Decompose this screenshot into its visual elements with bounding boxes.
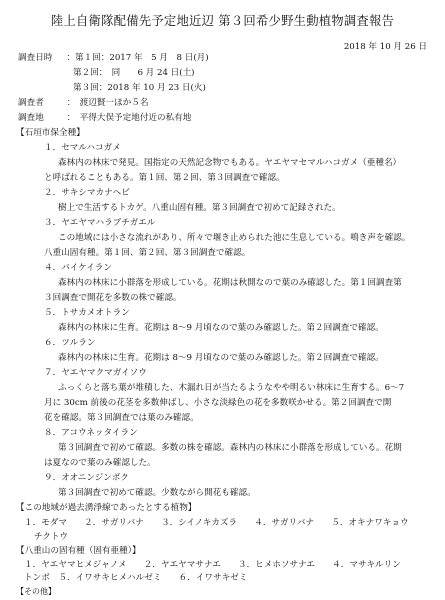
past-heading: 【この地域が過去湧淨線であったとする植物】 bbox=[16, 503, 197, 513]
endemic-heading: 【八重山の固有種（固有亜種）】 bbox=[16, 546, 141, 556]
endemic-list-line-1: １．ヤエヤマヒメジャノメ ２．ヤエヤマサナエ ３．ヒメホソサナエ ４．マサキルリン bbox=[24, 560, 401, 570]
endemic-list-line-2: トンボ ５．イワサキヒメハルゼミ ６．イワサキゼミ bbox=[24, 573, 248, 583]
species-title-1: １．セマルハコガメ bbox=[44, 143, 121, 153]
species-title-9: ９．オオニンジンボク bbox=[44, 473, 129, 483]
species-title-6: ６．ツルラン bbox=[44, 338, 96, 348]
other-heading: 【その他】 bbox=[16, 587, 56, 596]
species-desc-8-line-1: 第３回調査で初めて確認。多数の株を確認。森林内の林床に小群落を形成している。花期 bbox=[58, 443, 402, 453]
species-desc-9-line-1: 第３回調査で初めて確認。少数ながら開花も確認。 bbox=[58, 488, 256, 498]
past-list-line-2: チクトウ bbox=[34, 532, 69, 542]
species-title-8: ８．アコウネッタイラン bbox=[44, 428, 138, 438]
species-desc-4-line-1: 森林内の林床に小群落を形成している。花期は秋開なので葉のみ確認した。第１回調査第 bbox=[58, 278, 402, 288]
species-desc-1-line-1: 森林内の林床で発見。国指定の天然記念物でもある。ヤエヤマセマルハコガメ（亜種名） bbox=[58, 158, 402, 168]
species-desc-3-line-1: この地域には小さな流れがあり、所々で堰き止められた池に生息している。鳴き声を確認。 bbox=[58, 233, 411, 243]
survey-date-1: ：第１回：2017 年 5 月 8 日(月) bbox=[66, 53, 209, 63]
species-desc-7-line-2: 月に 30cm 前後の花茎を多数伸ばし、小さな淡緑色の花を多数咲かせる。第２回調査で開 bbox=[44, 398, 392, 408]
surveyor-row bbox=[18, 98, 148, 109]
survey-dates-label: 調査日時 bbox=[18, 53, 53, 63]
species-title-5: ５．トサカメオトラン bbox=[44, 308, 130, 318]
species-desc-8-line-2: は夏なので葉のみ確認した。 bbox=[44, 458, 156, 468]
report-title: 陸上自衛隊配備先予定地近辺 第３回希少野生動植物調査報告 bbox=[50, 14, 395, 28]
species-title-2: ２．サキシマカナヘビ bbox=[44, 188, 130, 198]
survey-date-2: 第２回： 同 6 月 24 日(土) bbox=[73, 68, 195, 78]
species-title-7: ７．ヤエヤマクマガイソウ bbox=[44, 368, 147, 378]
survey-date-3: 第３回：2018 年 10 月 23 日(火) bbox=[73, 83, 206, 93]
species-desc-1-line-2: と呼ばれることもある。第１回、第２回、第３回調査で確認。 bbox=[44, 173, 285, 183]
species-desc-6-line-1: 森林内の林床に生育。花期は 8～9 月頃なので葉のみ確認した。第２回調査で確認。 bbox=[58, 353, 384, 363]
location-row bbox=[18, 113, 191, 124]
species-desc-7-line-3: 花を確認。第３回調査では葉のみ確認。 bbox=[44, 413, 199, 423]
survey-dates-row-1 bbox=[18, 53, 209, 64]
species-desc-3-line-2: 八重山固有種。第１回、第２回、第３回調査で確認。 bbox=[44, 248, 251, 258]
species-title-4: ４．バイケイラン bbox=[44, 263, 112, 273]
location-label: 調査地 bbox=[18, 113, 44, 123]
species-title-3: ３．ヤエヤマハラブチガエル bbox=[44, 218, 156, 228]
protected-heading: 【石垣市保全種】 bbox=[16, 128, 85, 138]
location-value: ： 平得大俣予定地付近の私有地 bbox=[66, 113, 192, 123]
surveyor-value: ： 渡辺賢一ほか５名 bbox=[66, 98, 149, 108]
species-desc-2-line-1: 樹上で生活するトカゲ。八重山固有種。第３回調査で初めて記録された。 bbox=[58, 203, 341, 213]
species-desc-7-line-1: ふっくらと落ち葉が堆積した、木漏れ日が当たるようなやや明るい林床に生育する。6～7 bbox=[58, 383, 405, 393]
past-list-line-1: １．モダマ ２．サガリバナ ３．シイノキカズラ ４．サガリバナ ５．オキナワキョウ bbox=[24, 518, 409, 528]
species-desc-4-line-2: ３回調査で開花を多数の株で確認。 bbox=[44, 293, 182, 303]
surveyor-label: 調査者 bbox=[18, 98, 44, 108]
species-desc-5-line-1: 森林内の林床に生育。花期は 8～9 月頃なので葉のみ確認した。第２回調査で確認。 bbox=[58, 323, 384, 333]
report-date: 2018 年 10 月 26 日 bbox=[343, 42, 427, 52]
